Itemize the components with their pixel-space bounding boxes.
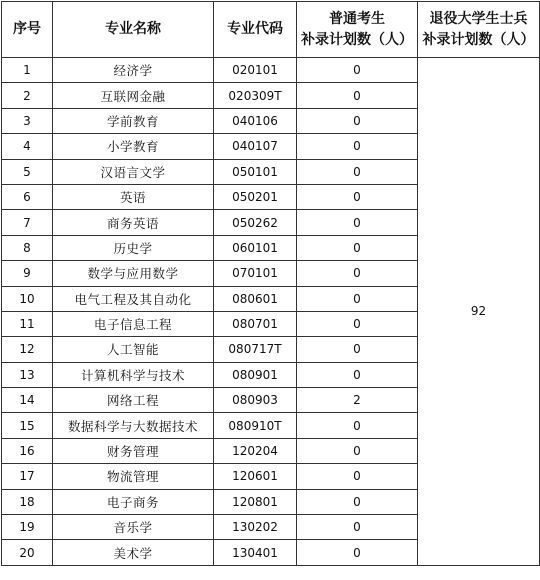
major-code: 020309T xyxy=(214,83,297,108)
enrollment-quota-table xyxy=(1,1,540,566)
header-veteran-line1: 退役大学生士兵 xyxy=(429,10,528,27)
row-no: 1 xyxy=(2,58,53,83)
major-code: 130202 xyxy=(214,515,297,540)
regular-quota: 0 xyxy=(297,540,418,565)
major-code: 080901 xyxy=(214,362,297,387)
header-regular-line1: 普通考生 xyxy=(329,10,385,27)
major-name: 英语 xyxy=(53,184,214,209)
major-code: 120601 xyxy=(214,464,297,489)
major-name: 音乐学 xyxy=(53,515,214,540)
regular-quota: 0 xyxy=(297,108,418,133)
row-no: 4 xyxy=(2,134,53,159)
major-name: 历史学 xyxy=(53,235,214,260)
major-code: 120801 xyxy=(214,489,297,514)
regular-quota: 0 xyxy=(297,210,418,235)
major-name: 电气工程及其自动化 xyxy=(53,286,214,311)
header-row xyxy=(2,2,540,58)
major-code: 080701 xyxy=(214,311,297,336)
major-code: 080601 xyxy=(214,286,297,311)
header-no: 序号 xyxy=(2,2,53,58)
regular-quota: 0 xyxy=(297,184,418,209)
row-no: 5 xyxy=(2,159,53,184)
major-code: 120204 xyxy=(214,438,297,463)
regular-quota: 0 xyxy=(297,489,418,514)
header-veteran-line2: 补录计划数（人） xyxy=(422,31,535,48)
row-no: 14 xyxy=(2,388,53,413)
regular-quota: 2 xyxy=(297,388,418,413)
header-regular-line2: 补录计划数（人） xyxy=(301,31,413,48)
major-code: 130401 xyxy=(214,540,297,565)
regular-quota: 0 xyxy=(297,83,418,108)
major-name: 互联网金融 xyxy=(53,83,214,108)
regular-quota: 0 xyxy=(297,464,418,489)
row-no: 16 xyxy=(2,438,53,463)
row-no: 20 xyxy=(2,540,53,565)
major-name: 数学与应用数学 xyxy=(53,261,214,286)
row-no: 6 xyxy=(2,184,53,209)
header-veteran-quota xyxy=(418,2,540,58)
major-code: 050262 xyxy=(214,210,297,235)
table-row xyxy=(2,58,540,83)
major-name: 电子信息工程 xyxy=(53,311,214,336)
major-name: 小学教育 xyxy=(53,134,214,159)
major-code: 060101 xyxy=(214,235,297,260)
major-code: 050201 xyxy=(214,184,297,209)
regular-quota: 0 xyxy=(297,134,418,159)
row-no: 18 xyxy=(2,489,53,514)
major-code: 040106 xyxy=(214,108,297,133)
row-no: 7 xyxy=(2,210,53,235)
row-no: 2 xyxy=(2,83,53,108)
row-no: 9 xyxy=(2,261,53,286)
row-no: 11 xyxy=(2,311,53,336)
row-no: 17 xyxy=(2,464,53,489)
row-no: 15 xyxy=(2,413,53,438)
major-name: 学前教育 xyxy=(53,108,214,133)
row-no: 13 xyxy=(2,362,53,387)
major-code: 040107 xyxy=(214,134,297,159)
major-name: 人工智能 xyxy=(53,337,214,362)
major-code: 080910T xyxy=(214,413,297,438)
regular-quota: 0 xyxy=(297,261,418,286)
regular-quota: 0 xyxy=(297,515,418,540)
major-code: 080903 xyxy=(214,388,297,413)
row-no: 3 xyxy=(2,108,53,133)
regular-quota: 0 xyxy=(297,286,418,311)
regular-quota: 0 xyxy=(297,311,418,336)
regular-quota: 0 xyxy=(297,58,418,83)
row-no: 8 xyxy=(2,235,53,260)
header-regular-quota xyxy=(297,2,418,58)
major-name: 财务管理 xyxy=(53,438,214,463)
major-code: 070101 xyxy=(214,261,297,286)
row-no: 10 xyxy=(2,286,53,311)
major-name: 经济学 xyxy=(53,58,214,83)
regular-quota: 0 xyxy=(297,438,418,463)
header-major-code: 专业代码 xyxy=(214,2,297,58)
major-name: 汉语言文学 xyxy=(53,159,214,184)
major-name: 电子商务 xyxy=(53,489,214,514)
row-no: 12 xyxy=(2,337,53,362)
regular-quota: 0 xyxy=(297,159,418,184)
header-major-name: 专业名称 xyxy=(53,2,214,58)
major-code: 080717T xyxy=(214,337,297,362)
major-name: 计算机科学与技术 xyxy=(53,362,214,387)
major-code: 050101 xyxy=(214,159,297,184)
regular-quota: 0 xyxy=(297,362,418,387)
major-name: 商务英语 xyxy=(53,210,214,235)
regular-quota: 0 xyxy=(297,337,418,362)
table-body xyxy=(2,58,540,566)
veteran-quota-total: 92 xyxy=(418,58,540,566)
regular-quota: 0 xyxy=(297,235,418,260)
major-name: 数据科学与大数据技术 xyxy=(53,413,214,438)
major-code: 020101 xyxy=(214,58,297,83)
major-name: 网络工程 xyxy=(53,388,214,413)
row-no: 19 xyxy=(2,515,53,540)
major-name: 美术学 xyxy=(53,540,214,565)
major-name: 物流管理 xyxy=(53,464,214,489)
regular-quota: 0 xyxy=(297,413,418,438)
